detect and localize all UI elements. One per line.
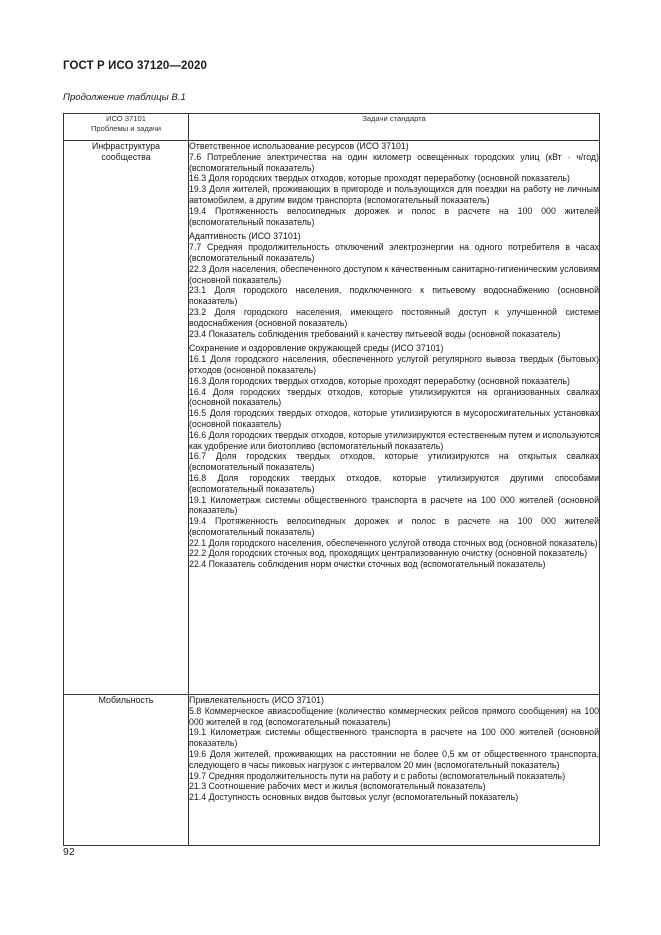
indicator-item: 16.3 Доля городских твердых отходов, которые проходят переработку (основной показатель) xyxy=(189,173,570,184)
row-category-cell xyxy=(64,141,189,695)
indicator-item: 19.6 Доля жителей, проживающих на расстоянии не более 0,5 км от общественного транспорта, следующего в часы пиковых нагрузок с интервалом 20 мин (вспомогательный показатель) xyxy=(189,748,599,770)
indicator-item: 19.3 Доля жителей, проживающих в пригороде и пользующихся для поездки на работу не личным автомобилем, а другим видом транспорта (вспомогательный показатель) xyxy=(189,184,599,205)
row-tasks-cell xyxy=(189,141,600,695)
indicator-item: 16.4 Доля городских твердых отходов, которые утилизируются на организованных свалках (основной показатель) xyxy=(189,386,599,408)
indicator-item: 16.3 Доля городских твердых отходов, которые проходят переработку (основной показатель) xyxy=(189,375,570,386)
table-row xyxy=(64,695,600,846)
row-category-line1: Инфраструктура xyxy=(92,141,160,151)
table-caption: Продолжение таблицы В.1 xyxy=(63,92,186,103)
indicator-item: 22.4 Показатель соблюдения норм очистки сточных вод (вспомогательный показатель) xyxy=(189,559,546,570)
indicator-item: 16.5 Доля городских твердых отходов, которые утилизируются в мусоросжигательных установках (основной показатель) xyxy=(189,408,599,429)
indicator-item: 19.1 Километраж системы общественного транспорта в расчете на 100 000 жителей (основной показатель) xyxy=(189,727,599,749)
column-header-problems-line1: ИСО 37101 xyxy=(106,114,146,123)
indicator-item: 7.7 Средняя продолжительность отключений электроэнергии на одного потребителя в часах (вспомогательный показатель) xyxy=(189,242,599,263)
column-header-tasks: Задачи стандарта xyxy=(189,114,600,141)
task-group xyxy=(189,141,599,227)
indicator-item: 19.1 Километраж системы общественного транспорта в расчете на 100 000 жителей (основной показатель) xyxy=(189,494,599,516)
row-tasks-cell xyxy=(189,695,600,846)
row-category-line1: Мобильность xyxy=(98,695,154,705)
indicator-item: 16.6 Доля городских твердых отходов, которые утилизируются естественным путем и используются как удобрение или биотопливо (вспомогательный показатель) xyxy=(189,429,599,451)
indicator-item: 19.7 Средняя продолжительность пути на работу и с работы (вспомогательный показатель) xyxy=(189,770,566,781)
task-group-title: Привлекательность (ИСО 37101) xyxy=(189,695,324,705)
indicator-item: 23.1 Доля городского населения, подключенного к питьевому водоснабжению (основной показатель) xyxy=(189,285,599,307)
indicator-item: 7.6 Потребление электричества на один километр освещенных городских улиц (кВт · ч/год) (вспомогательный показатель) xyxy=(189,151,599,173)
task-group xyxy=(189,343,599,570)
standards-table xyxy=(63,113,600,846)
column-header-problems xyxy=(64,114,189,141)
indicator-item: 22.2 Доля городских сточных вод, проходящих централизованную очистку (основной показатель) xyxy=(189,548,588,559)
table-body xyxy=(64,141,600,846)
indicator-item: 22.1 Доля городского населения, обеспеченного услугой отвода сточных вод (основной показатель) xyxy=(189,537,598,548)
indicator-item: 21.3 Соотношение рабочих мест и жилья (вспомогательный показатель) xyxy=(189,781,486,792)
indicator-item: 5.8 Коммерческое авиасообщение (количество коммерческих рейсов прямого сообщения) на 100 000 жителей в год (вспомогательный показатель) xyxy=(189,705,599,727)
task-group-title: Сохранение и оздоровление окружающей среды (ИСО 37101) xyxy=(189,343,444,354)
row-category-cell xyxy=(64,695,189,846)
indicator-item: 16.1 Доля городского населения, обеспеченного услугой регулярного вывоза твердых (бытовых) отходов (основной показатель) xyxy=(189,354,599,375)
task-group xyxy=(189,695,599,803)
row-category-line2: сообщества xyxy=(101,152,151,162)
column-header-problems-line2: Проблемы и задачи xyxy=(90,124,162,133)
indicator-item: 21.4 Доступность основных видов бытовых услуг (вспомогательный показатель) xyxy=(189,792,519,803)
task-group-title: Адаптивность (ИСО 37101) xyxy=(189,231,301,242)
indicator-item: 23.4 Показатель соблюдения требований к качеству питьевой воды (основной показатель) xyxy=(189,328,561,339)
page-number: 92 xyxy=(63,846,75,858)
table-header-row xyxy=(64,114,600,141)
indicator-item: 16.7 Доля городских твердых отходов, которые утилизируются на открытых свалках (вспомогательный показатель) xyxy=(189,451,599,473)
indicator-item: 16.8 Доля городских твердых отходов, которые утилизируются другими способами (вспомогательный показатель) xyxy=(189,472,599,494)
indicator-item: 19.4 Протяженность велосипедных дорожек и полос в расчете на 100 000 жителей (вспомогательный показатель) xyxy=(189,205,599,227)
table-row xyxy=(64,141,600,695)
indicator-item: 19.4 Протяженность велосипедных дорожек и полос в расчете на 100 000 жителей (вспомогательный показатель) xyxy=(189,516,599,537)
task-group-title: Ответственное использование ресурсов (ИСО 37101) xyxy=(189,141,409,151)
indicator-item: 23.2 Доля городского населения, имеющего постоянный доступ к улучшенной системе водоснабжения (основной показатель) xyxy=(189,306,599,328)
document-header: ГОСТ Р ИСО 37120—2020 xyxy=(63,60,208,72)
task-group xyxy=(189,231,599,339)
indicator-item: 22.3 Доля населения, обеспеченного доступом к качественным санитарно-гигиеническим условиям (основной показатель) xyxy=(189,263,599,285)
